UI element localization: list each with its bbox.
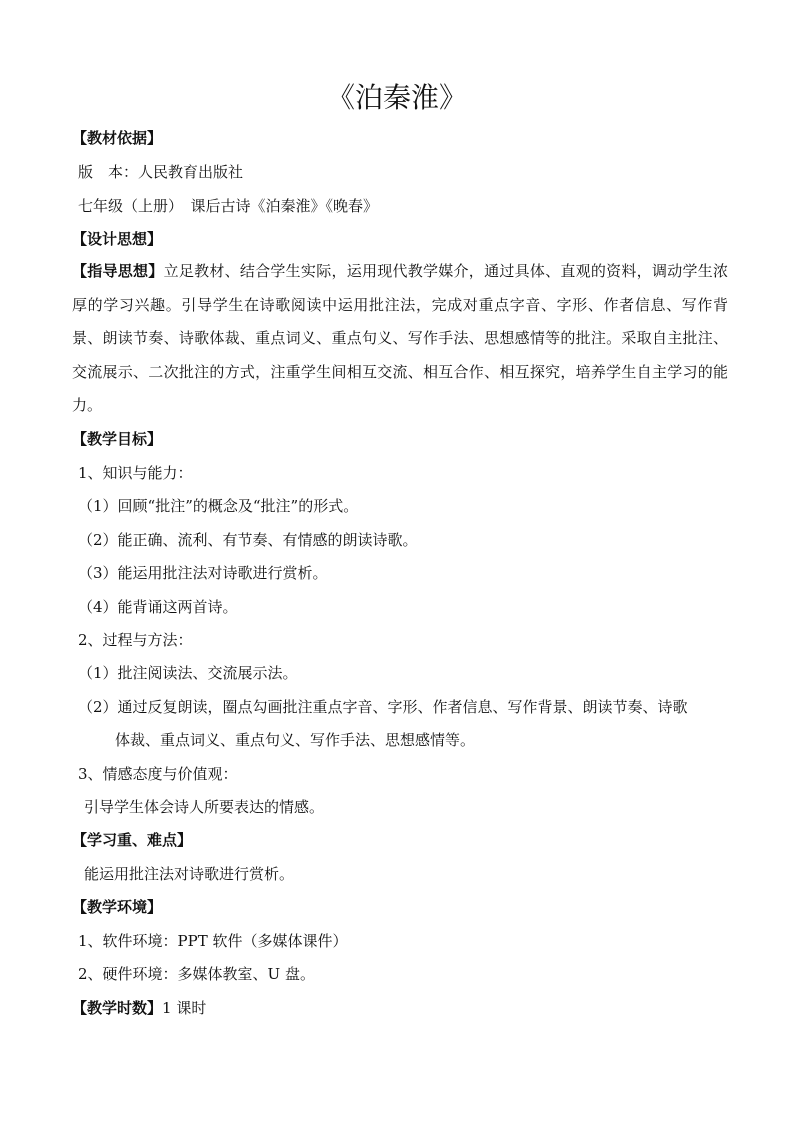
goal-process: 2、过程与方法： (78, 631, 193, 649)
goal-emotion-item: 引导学生体会诗人所要表达的情感。 (84, 798, 325, 816)
heading-textbook-basis: 【教材依据】 (72, 129, 163, 147)
goal-knowledge: 1、知识与能力： (78, 464, 193, 482)
heading-teaching-goals: 【教学目标】 (72, 430, 163, 448)
goal-knowledge-item-1: （1）回顾“批注”的概念及“批注”的形式。 (78, 497, 359, 515)
basis-edition: 版 本：人民教育出版社 (78, 163, 244, 181)
env-hardware: 2、硬件环境：多媒体教室、U 盘。 (78, 965, 315, 983)
teaching-hours-value: 1 课时 (162, 999, 207, 1017)
goal-knowledge-item-3: （3）能运用批注法对诗歌进行赏析。 (78, 564, 328, 582)
teaching-hours-line (72, 991, 732, 1025)
goal-process-item-1: （1）批注阅读法、交流展示法。 (78, 664, 298, 682)
guide-lead: 【指导思想】 (72, 262, 164, 280)
page-title: 《泊秦淮》 (326, 81, 467, 114)
goal-process-item-2: （2）通过反复朗读，圈点勾画批注重点字音、字形、作者信息、写作背景、朗读节奏、诗歌 (78, 698, 688, 716)
guide-paragraph (72, 255, 728, 423)
goal-emotion: 3、情感态度与价值观： (78, 765, 238, 783)
heading-design-idea: 【设计思想】 (72, 230, 163, 248)
key-text: 能运用批注法对诗歌进行赏析。 (84, 865, 295, 883)
goal-knowledge-item-4: （4）能背诵这两首诗。 (78, 598, 238, 616)
heading-teaching-hours: 【教学时数】 (72, 999, 163, 1017)
goal-process-item-2-cont: 体裁、重点词义、重点句义、写作手法、思想感情等。 (115, 731, 476, 749)
heading-key-difficult: 【学习重、难点】 (72, 831, 193, 849)
basis-grade: 七年级（上册） 课后古诗《泊秦淮》《晚春》 (78, 197, 379, 215)
guide-text: 立足教材、结合学生实际，运用现代教学媒介，通过具体、直观的资料，调动学生浓厚的学习兴趣。引导学生在诗歌阅读中运用批注法，完成对重点字音、字形、作者信息、写作背景、朗读节奏、诗歌体裁、重点词义、重点句义、写作手法、思想感情等的批注。采取自主批注、交流展示、二次批注的方式，注重学生间相互交流、相互合作、相互探究，培养学生自主学习的能力。 (72, 262, 728, 414)
goal-knowledge-item-2: （2）能正确、流利、有节奏、有情感的朗读诗歌。 (78, 531, 418, 549)
env-software: 1、软件环境：PPT 软件（多媒体课件） (78, 932, 348, 950)
heading-environment: 【教学环境】 (72, 898, 163, 916)
